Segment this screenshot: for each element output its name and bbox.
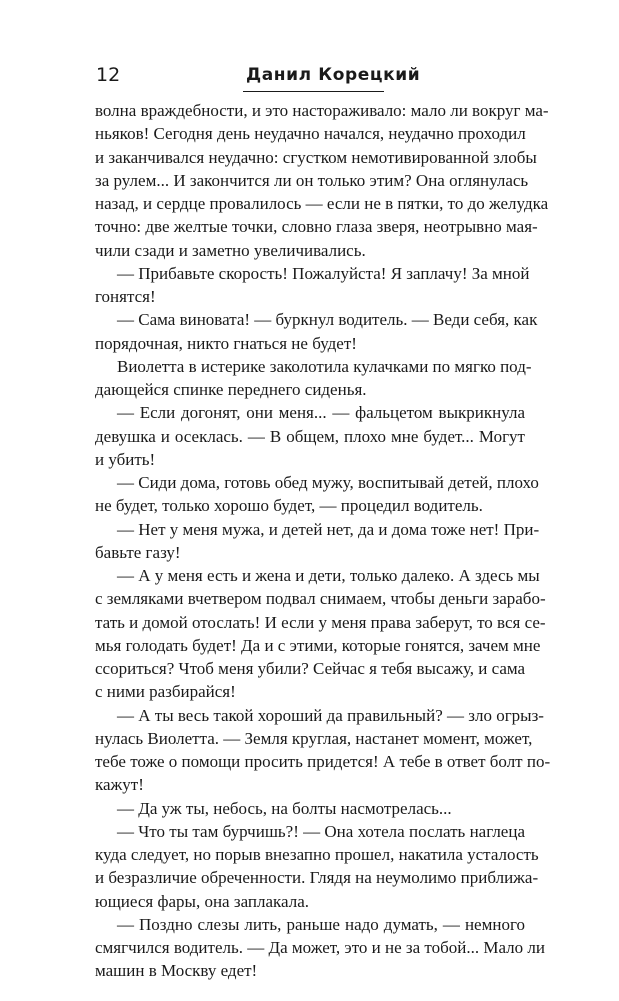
text-line: не будет, только хорошо будет, — процедил водитель. [95,496,483,516]
text-line: ссориться? Чтоб меня убили? Сейчас я тебя высажу, и сама [95,659,526,678]
text-line: кажут! [95,775,144,795]
text-line: — Сиди дома, готовь обед мужу, воспитывай детей, плохо [117,473,539,492]
text-line: и безразличие обреченности. Глядя на неумолимо приближа- [95,868,539,888]
text-line: — Нет у меня мужа, и детей нет, да и дома тоже нет! При- [117,519,540,539]
text-line: и заканчивался неудачно: сгустком немотивированной злобы [95,147,537,167]
text-line: и убить! [95,449,156,469]
page-number: 12 [96,64,121,86]
header-underline [243,91,384,92]
text-line: с земляками вчетвером подвал снимаем, чтобы деньги зарабо- [95,589,546,609]
text-line: ньяков! Сегодня день неудачно начался, неудачно проходил [95,124,526,144]
text-line: назад, и сердце провалилось — если не в пятки, то до желудка [95,194,549,213]
text-line: — Поздно слезы лить, раньше надо думать, — немного [117,914,525,934]
text-line: дающейся спинке переднего сиденья. [95,380,367,399]
text-line: тать и домой отослать! И если у меня права заберут, то вся се- [95,612,546,632]
text-line: бавьте газу! [95,542,181,562]
text-line: порядочная, никто гнаться не будет! [95,333,357,353]
text-line: Виолетта в истерике заколотила кулачками по мягко под- [117,356,532,376]
text-line: — Что ты там бурчишь?! — Она хотела послать наглеца [117,821,525,841]
text-line: — Прибавьте скорость! Пожалуйста! Я заплачу! За мной [117,263,530,283]
text-line: — Если догонят, они меня... — фальцетом выкрикнула [117,403,525,423]
text-line: за рулем... И закончится ли он только этим? Она оглянулась [95,170,529,190]
text-line: волна враждебности, и это настораживало: мало ли вокруг ма- [95,101,549,120]
text-line: — А ты весь такой хороший да правильный? — зло огрыз- [117,705,544,725]
text-line: гонятся! [95,287,156,306]
text-line: с ними разбирайся! [95,682,236,702]
text-line: машин в Москву едет! [95,961,258,981]
body-text [95,99,551,983]
running-head-author: Данил Корецкий [246,65,421,85]
text-line: — А у меня есть и жена и дети, только далеко. А здесь мы [117,566,540,585]
text-line: девушка и осеклась. — В общем, плохо мне будет... Могут [95,426,525,446]
text-line: тебе тоже о помощи просить придется! А тебе в ответ болт по- [95,752,551,771]
text-line: — Сама виновата! — буркнул водитель. — Веди себя, как [117,310,538,330]
text-line: смягчился водитель. — Да может, это и не за тобой... Мало ли [95,938,545,957]
text-line: мья голодать будет! Да и с этими, которые гонятся, зачем мне [95,635,541,655]
text-line: нулась Виолетта. — Земля круглая, настанет момент, может, [95,728,533,748]
text-line: куда следует, но порыв внезапно прошел, накатила усталость [95,845,539,864]
text-line: ющиеся фары, она заплакала. [95,891,309,911]
text-line: точно: две желтые точки, словно глаза зверя, неотрывно мая- [95,217,538,237]
text-line: — Да уж ты, небось, на болты насмотрелась... [117,798,452,818]
text-line: чили сзади и заметно увеличивались. [95,240,366,260]
